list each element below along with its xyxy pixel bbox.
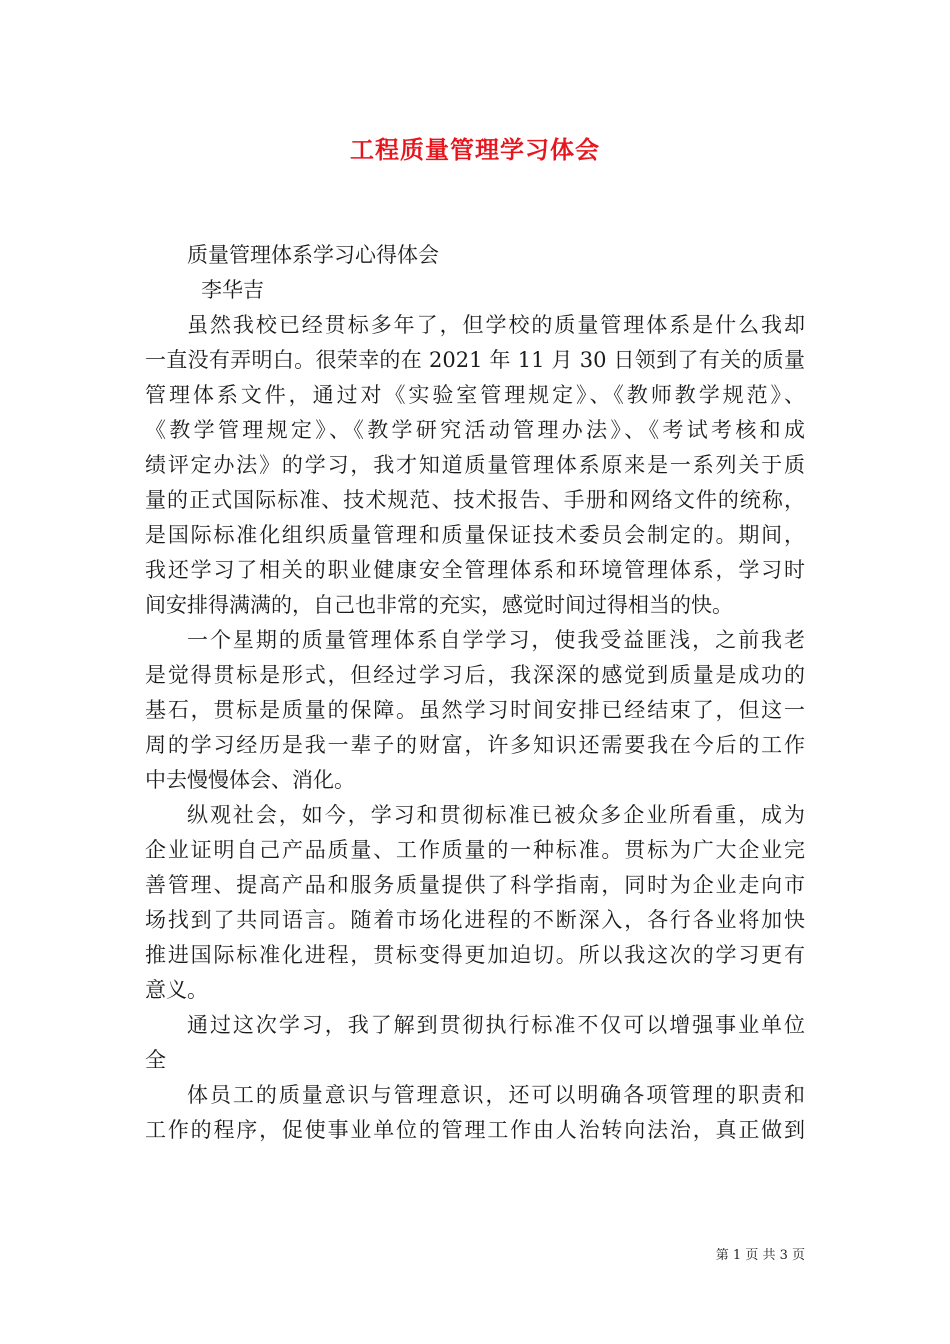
body-line: 场找到了共同语言。随着市场化进程的不断深入，各行各业将加快 — [145, 908, 805, 932]
body-line: 推进国际标准化进程，贯标变得更加迫切。所以我这次的学习更有 — [145, 943, 805, 967]
document-heading: 质量管理体系学习心得体会 — [187, 243, 439, 267]
body-line: 全 — [145, 1048, 166, 1072]
body-line: 虽然我校已经贯标多年了，但学校的质量管理体系是什么我却 — [187, 313, 805, 337]
body-line: 通过这次学习，我了解到贯彻执行标准不仅可以增强事业单位 — [187, 1013, 805, 1037]
body-line: 周的学习经历是我一辈子的财富，许多知识还需要我在今后的工作 — [145, 733, 805, 757]
body-line: 纵观社会，如今，学习和贯彻标准已被众多企业所看重，成为 — [187, 803, 805, 827]
document-title: 工程质量管理学习体会 — [350, 135, 600, 164]
document-body — [145, 238, 805, 1148]
body-line: 是国际标准化组织质量管理和质量保证技术委员会制定的。期间， — [145, 523, 805, 547]
body-line: 中去慢慢体会、消化。 — [145, 768, 355, 792]
body-line: 意义。 — [145, 978, 208, 1002]
body-line: 一直没有弄明白。很荣幸的在 2021 年 11 月 30 日领到了有关的质量 — [145, 348, 805, 372]
body-line: 间安排得满满的，自己也非常的充实，感觉时间过得相当的快。 — [145, 593, 733, 617]
body-line: 绩评定办法》的学习，我才知道质量管理体系原来是一系列关于质 — [145, 453, 805, 477]
body-line: 量的正式国际标准、技术规范、技术报告、手册和网络文件的统称， — [145, 488, 805, 512]
body-line: 善管理、提高产品和服务质量提供了科学指南，同时为企业走向市 — [145, 873, 805, 897]
body-text — [145, 308, 805, 1148]
body-line: 体员工的质量意识与管理意识，还可以明确各项管理的职责和 — [187, 1083, 805, 1107]
body-line: 基石，贯标是质量的保障。虽然学习时间安排已经结束了，但这一 — [145, 698, 805, 722]
document-author: 李华吉 — [201, 278, 264, 302]
body-line: 一个星期的质量管理体系自学学习，使我受益匪浅，之前我老 — [187, 628, 805, 652]
body-line: 《教学管理规定》、《教学研究活动管理办法》、《考试考核和成 — [145, 418, 805, 442]
body-line: 企业证明自己产品质量、工作质量的一种标准。贯标为广大企业完 — [145, 838, 805, 862]
body-line: 工作的程序，促使事业单位的管理工作由人治转向法治，真正做到 — [145, 1118, 805, 1142]
page-number: 第 1 页 共 3 页 — [715, 1248, 805, 1263]
body-line: 管理体系文件，通过对《实验室管理规定》、《教师教学规范》、 — [145, 383, 805, 407]
body-line: 是觉得贯标是形式，但经过学习后，我深深的感觉到质量是成功的 — [145, 663, 805, 687]
body-line: 我还学习了相关的职业健康安全管理体系和环境管理体系，学习时 — [145, 558, 805, 582]
